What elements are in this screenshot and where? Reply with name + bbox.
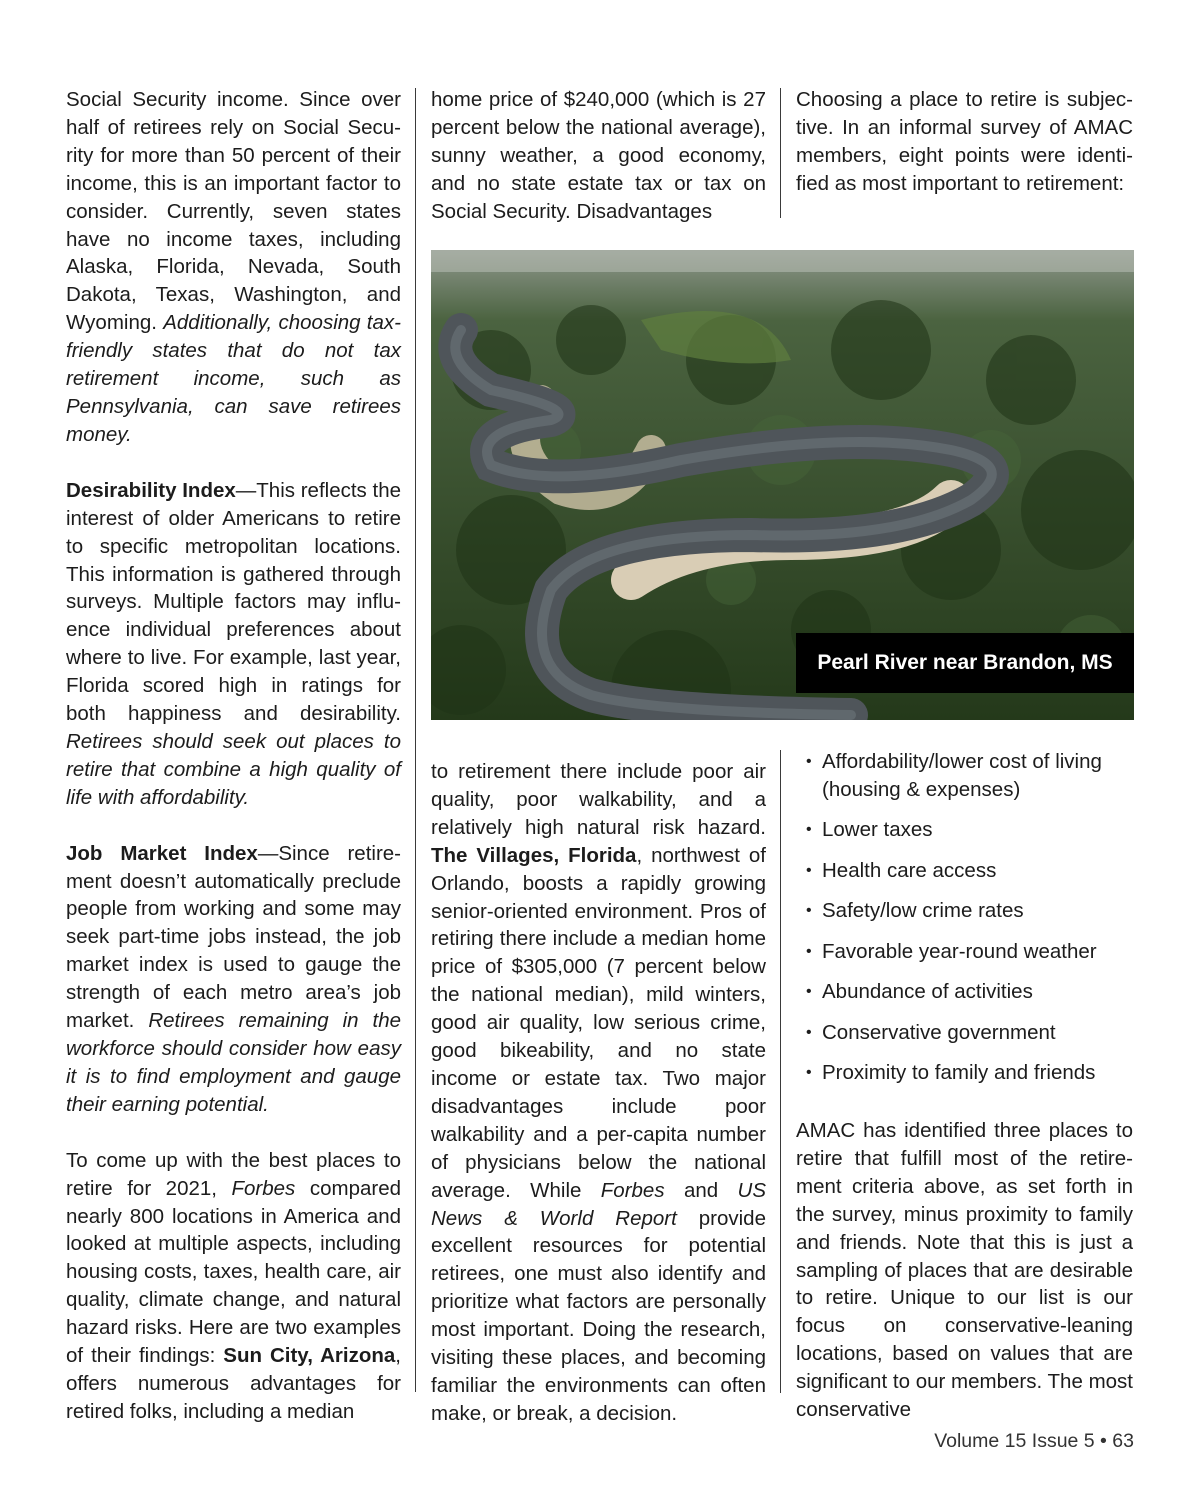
list-item: • Proximity to family and friends [806, 1059, 1136, 1087]
paragraph-sun-city-continued: home price of $240,000 (which is 27 percent below the national average), sunny weather, a good economy, and no state estate tax or tax on Social Security. Disadvantages [431, 88, 766, 223]
list-item: • Affordability/lower cost of living (housing & expenses) [806, 748, 1136, 804]
paragraph-income-tax: Social Security income. Since over half of retirees rely on Social Security for more than 50 percent of their income, this is an important factor to consider. Currently, seven states have no income taxes, including Alaska, Florida, Nevada, South Dakota, Texas, Washington, and Wyoming. Additionally, choosing tax-friendly states that do not tax retirement income, such as Pennsylvania, can save retirees money. [66, 88, 401, 446]
paragraph-amac-places: AMAC has identified three places to retire that fulfill most of the retirement criteria above, as set forth in the survey, minus proximity to family and friends. Note that this is just a sampling of places that are desirable to retire. Unique to our list is our focus on conservative-leaning locations, based on values that are significant to our members. The most conservative [796, 1119, 1133, 1422]
column-divider-2-bottom [780, 750, 781, 1393]
column-3-bottom [796, 1117, 1133, 1424]
paragraph-best-places: To come up with the best places to retire for 2021, Forbes compared nearly 800 locations in America and looked at multiple aspects, including housing costs, taxes, health care, air quality, climate change, and natural hazard risks. Here are two examples of their findings: Sun City, Arizona, offers numerous advantages for retired folks, including a median [66, 1148, 401, 1423]
column-2-bottom [431, 758, 766, 1428]
column-1 [66, 86, 401, 1426]
list-item: • Conservative government [806, 1019, 1136, 1047]
job-market-index-heading: Job Market Index [66, 841, 258, 865]
river-photo [431, 250, 1134, 720]
desirability-index-heading: Desirability Index [66, 478, 236, 502]
retirement-criteria-list [806, 748, 1136, 1100]
list-item: • Abundance of activities [806, 978, 1136, 1006]
list-item: • Health care access [806, 857, 1136, 885]
page-footer: Volume 15 Issue 5 • 63 [934, 1430, 1134, 1452]
list-item: • Safety/low crime rates [806, 897, 1136, 925]
column-2-top [431, 86, 766, 226]
list-item: • Lower taxes [806, 816, 1136, 844]
paragraph-desirability-index: Desirability Index—This reflects the interest of older Americans to retire to specific metropolitan locations. This information is gathered through surveys. Multiple factors may influence individual preferences about where to live. For example, last year, Florida scored high in ratings for both happiness and desirability. Retirees should seek out places to retire that combine a high quality of life with affordability. [66, 478, 401, 809]
paragraph-survey-intro: Choosing a place to retire is subjective. In an informal survey of AMAC members, eight points were identified as most important to retirement: [796, 88, 1133, 195]
column-3-top [796, 86, 1133, 198]
photo-caption: Pearl River near Brandon, MS [796, 633, 1134, 693]
column-divider-1 [415, 88, 416, 1392]
list-item: • Favorable year-round weather [806, 938, 1136, 966]
column-divider-2-top [780, 88, 781, 218]
paragraph-villages-florida: to retirement there include poor air quality, poor walkability, and a relatively high natural risk hazard. The Villages, Florida, northwest of Orlando, boosts a rapidly growing senior-oriented environment. Pros of retiring there include a median home price of $305,000 (7 percent below the national median), mild winters, good air quality, low serious crime, good bikeability, and no state income or estate tax. Two major disadvantages include poor walkability and a per-capita number of physicians below the national average. While Forbes and US News & World Report provide excellent resources for potential retirees, one must also identify and prioritize what factors are personally most important. Doing the research, visiting these places, and becoming familiar the environments can often make, or break, a decision. [431, 760, 767, 1425]
paragraph-job-market-index: Job Market Index—Since retirement doesn’t automatically preclude people from working and some may seek part-time jobs instead, the job market index is used to gauge the strength of each metro area’s job market. Retirees remaining in the workforce should consider how easy it is to find employment and gauge their earning potential. [66, 841, 401, 1116]
